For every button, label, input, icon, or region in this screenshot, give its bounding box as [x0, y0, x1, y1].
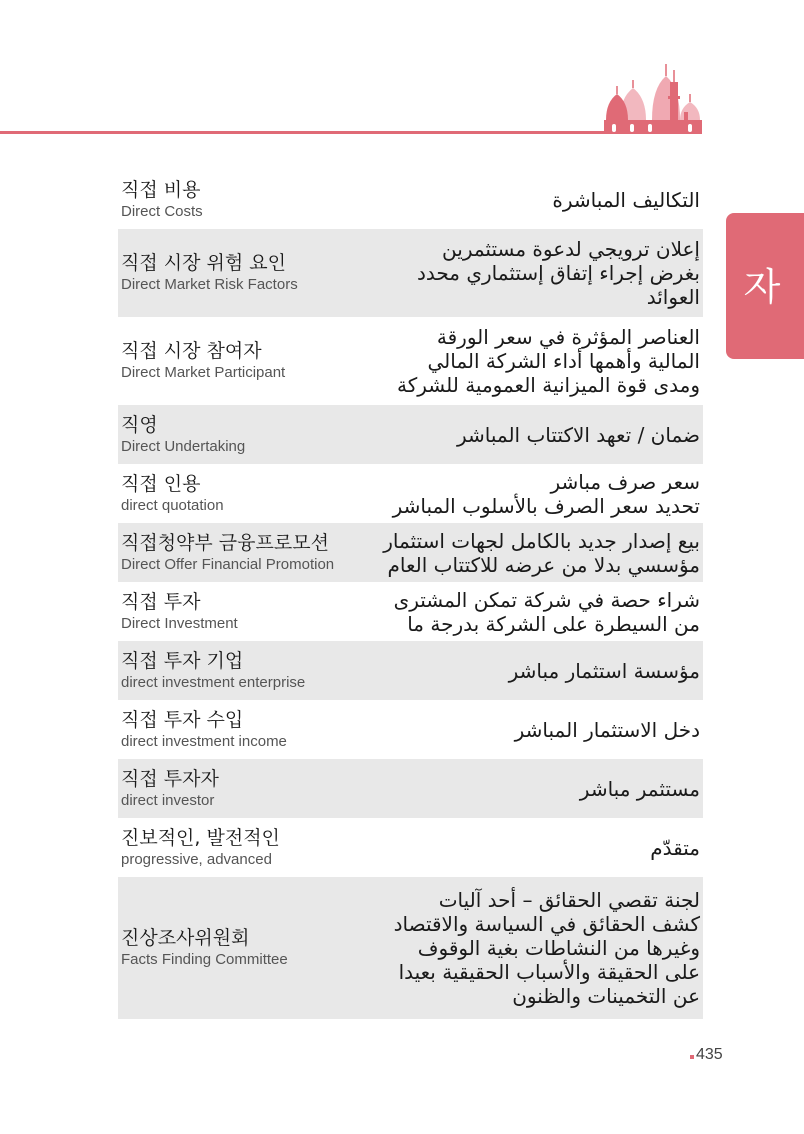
- arabic-definition: شراء حصة في شركة تمكن المشترى من السيطرة على الشركة بدرجة ما: [393, 587, 700, 636]
- page-number: 435: [690, 1046, 723, 1064]
- english-term: progressive, advanced: [121, 850, 272, 868]
- arabic-definition: متقدّم: [650, 835, 700, 860]
- chapter-tab: [726, 213, 804, 359]
- chapter-tab-letter: 자: [743, 265, 781, 309]
- arabic-definition: بيع إصدار جديد بالكامل لجهات استثمار مؤسسي بدلا من عرضه للاكتتاب العام: [383, 528, 700, 577]
- arabic-definition: ضمان / تعهد الاكتتاب المباشر: [456, 422, 700, 447]
- glossary-entry: [118, 405, 703, 464]
- english-term: direct investor: [121, 791, 215, 809]
- header-rule: [0, 131, 700, 134]
- arabic-definition: العناصر المؤثرة في سعر الورقة المالية وأهمها أداء الشركة المالي ومدى قوة الميزانية العمومية للشركة: [397, 325, 700, 397]
- glossary-entry: [118, 582, 703, 641]
- korean-term: 직영: [121, 413, 158, 436]
- korean-term: 직접 시장 위험 요인: [121, 252, 286, 274]
- korean-term: 직접 투자 수입: [121, 708, 244, 731]
- glossary-entry: [118, 700, 703, 759]
- glossary-entry: [118, 523, 703, 582]
- page-number-dot: [690, 1055, 694, 1059]
- arabic-definition: مؤسسة استثمار مباشر: [508, 658, 700, 683]
- english-term: Direct Investment: [121, 614, 238, 632]
- english-term: direct investment income: [121, 732, 287, 750]
- arabic-definition: دخل الاستثمار المباشر: [514, 717, 700, 742]
- glossary-entry: [118, 877, 703, 1019]
- arabic-definition: التكاليف المباشرة: [552, 187, 700, 212]
- korean-term: 직접 비용: [121, 178, 201, 201]
- korean-term: 직접 투자: [121, 590, 201, 613]
- arabic-definition: لجنة تقصي الحقائق – أحد آليات كشف الحقائق في السياسة والاقتصاد وغيرها من النشاطات بغية الوقوف على الحقيقة والأسباب الحقيقية بعيدا عن التخمينات والظنون: [393, 888, 700, 1008]
- english-term: Direct Market Risk Factors: [121, 276, 298, 293]
- korean-term: 직접 투자자: [121, 767, 219, 790]
- glossary-entry: [118, 818, 703, 877]
- english-term: Direct Offer Financial Promotion: [121, 555, 335, 573]
- mosque-icon: [600, 58, 704, 134]
- glossary-entry: [118, 641, 703, 700]
- english-term: Direct Costs: [121, 202, 203, 220]
- glossary-entry: [118, 464, 703, 523]
- english-term: Direct Undertaking: [121, 437, 246, 455]
- english-term: direct quotation: [121, 496, 224, 514]
- korean-term: 진보적인, 발전적인: [121, 826, 280, 849]
- english-term: direct investment enterprise: [121, 673, 306, 691]
- arabic-definition: سعر صرف مباشر تحديد سعر الصرف بالأسلوب المباشر: [392, 469, 700, 518]
- glossary-entry: [118, 759, 703, 818]
- korean-term: 직접청약부 금융프로모션: [121, 531, 329, 554]
- arabic-definition: إعلان ترويجي لدعوة مستثمرين بغرض إجراء إتفاق إستثماري محدد العوائد: [416, 237, 700, 309]
- english-term: Facts Finding Committee: [121, 951, 288, 968]
- korean-term: 직접 투자 기업: [121, 649, 244, 672]
- glossary-list: [118, 170, 703, 1019]
- korean-term: 직접 시장 참여자: [121, 340, 262, 362]
- glossary-entry: [118, 170, 703, 229]
- glossary-entry: [118, 317, 703, 405]
- glossary-entry: [118, 229, 703, 317]
- arabic-definition: مستثمر مباشر: [579, 776, 700, 801]
- korean-term: 직접 인용: [121, 472, 201, 495]
- english-term: Direct Market Participant: [121, 364, 286, 381]
- korean-term: 진상조사위원회: [121, 927, 250, 949]
